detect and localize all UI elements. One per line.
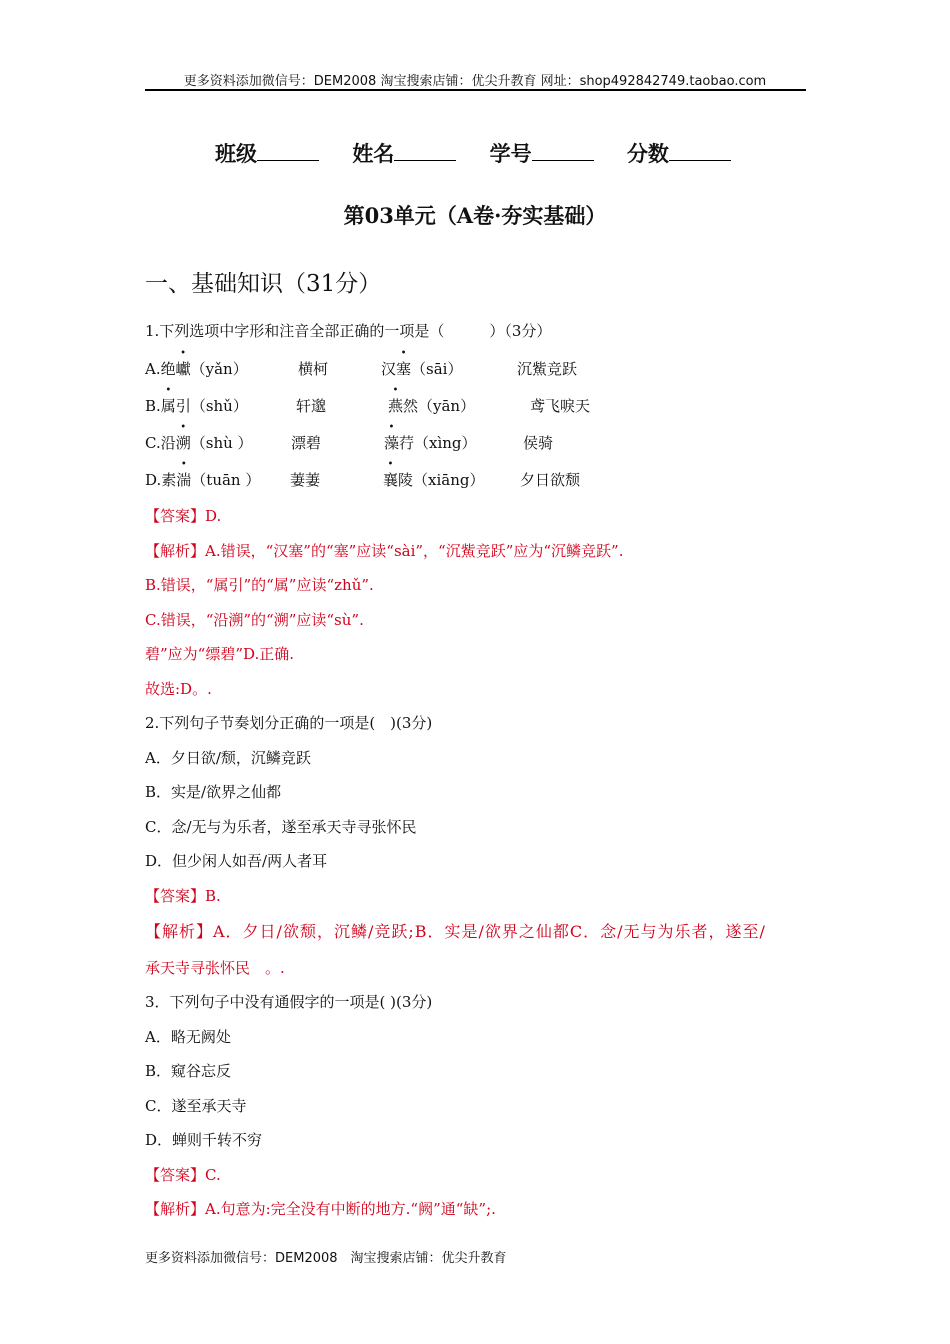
pinyin: （yǎn）	[190, 360, 248, 378]
dotted-char: 巘	[175, 360, 191, 378]
q3-option-a: A．略无阙处	[145, 1028, 231, 1046]
q2-option-b: B．实是/欲界之仙都	[145, 783, 282, 801]
option-label: C.	[145, 434, 161, 452]
pinyin: （sāi）	[411, 360, 463, 378]
name-blank	[394, 140, 456, 161]
option-label: B.	[145, 397, 161, 415]
id-blank	[532, 140, 594, 161]
q1-option-d	[145, 469, 581, 490]
option-text: 绝	[160, 360, 176, 378]
option-text: 汉	[381, 360, 397, 378]
option-word: 夕日欲颓	[520, 471, 581, 489]
dotted-char: 属	[160, 397, 176, 415]
page-footer: 更多资料添加微信号：DEM2008 淘宝搜索店铺：优尖升教育	[145, 1251, 507, 1266]
score-blank	[669, 140, 731, 161]
name-field	[352, 138, 456, 168]
id-field	[490, 138, 594, 168]
option-word: 横柯	[298, 360, 329, 378]
pinyin: 陵（xiāng）	[398, 471, 485, 489]
option-word: 漂碧	[291, 434, 322, 452]
dotted-char: 湍	[176, 471, 192, 489]
option-word: 鸢飞唳天	[530, 397, 591, 415]
pinyin: 然（yān）	[403, 397, 476, 415]
q3-answer: 【答案】C.	[145, 1166, 221, 1184]
class-label: 班级	[215, 142, 257, 166]
option-word: 侯骑	[523, 434, 554, 452]
q1-analysis-5: 故选:D。.	[145, 680, 212, 698]
q1-analysis-4: 碧”应为“缥碧”D.正确.	[145, 645, 295, 663]
dotted-char: 燕	[388, 397, 404, 415]
pinyin: （shù ）	[190, 434, 253, 452]
q3-option-c: C．遂至承天寺	[145, 1097, 247, 1115]
dotted-char: 溯	[175, 434, 191, 452]
q1-stem: 1.下列选项中字形和注音全部正确的一项是（ ）（3分）	[145, 322, 552, 340]
q3-analysis: 【解析】A.句意为:完全没有中断的地方.“阙”通“缺”;.	[145, 1200, 496, 1218]
score-label: 分数	[626, 142, 669, 166]
q2-stem: 2.下列句子节奏划分正确的一项是( )(3分)	[145, 714, 433, 732]
class-field	[215, 138, 319, 168]
option-text: 沿	[160, 434, 176, 452]
q2-answer: 【答案】B.	[145, 887, 221, 905]
class-blank	[257, 140, 319, 161]
q1-option-c	[145, 432, 554, 453]
page-header: 更多资料添加微信号：DEM2008 淘宝搜索店铺：优尖升教育 网址：shop492842749.taobao.com	[183, 74, 767, 89]
option-text: 素	[161, 471, 177, 489]
pinyin: （tuān ）	[191, 471, 261, 489]
pinyin: 荇（xìng）	[399, 434, 477, 452]
option-word: 轩邈	[296, 397, 327, 415]
q2-analysis-1: 【解析】A．夕日/欲颓，沉鳞/竞跃;B．实是/欲界之仙都C．念/无与为乐者，遂至/	[145, 922, 766, 941]
q2-option-d: D．但少闲人如吾/两人者耳	[145, 852, 328, 870]
q2-option-c: C．念/无与为乐者，遂至承天寺寻张怀民	[145, 818, 417, 836]
header-divider	[145, 89, 806, 91]
name-label: 姓名	[352, 142, 395, 166]
section-heading: 一、基础知识（31分）	[145, 271, 382, 297]
q3-option-d: D．蝉则千转不穷	[145, 1131, 263, 1149]
id-label: 学号	[489, 142, 532, 166]
q3-stem: 3．下列句子中没有通假字的一项是( )(3分)	[145, 993, 433, 1011]
q3-option-b: B．窥谷忘反	[145, 1062, 232, 1080]
pinyin: 引（shǔ）	[175, 397, 248, 415]
dotted-char: 塞	[396, 360, 412, 378]
option-word: 萋萋	[290, 471, 321, 489]
q1-analysis-1: 【解析】A.错误，“汉塞”的“塞”应读“sài”，“沉鮆竞跃”应为“沉鳞竞跃”.	[145, 542, 624, 560]
q2-option-a: A．夕日欲/颓，沉鳞竞跃	[145, 749, 311, 767]
q2-analysis-2: 承天寺寻张怀民 。.	[145, 959, 285, 977]
student-info-row	[215, 138, 757, 168]
dotted-char: 藻	[384, 434, 400, 452]
option-label: D.	[145, 471, 162, 489]
q1-analysis-2: B.错误，“属引”的“属”应读“zhǔ”.	[145, 576, 374, 594]
dotted-char: 襄	[383, 471, 399, 489]
q1-option-b	[145, 395, 591, 416]
q1-analysis-3: C.错误，“沿溯”的“溯”应读“sù”.	[145, 611, 364, 629]
q1-answer: 【答案】D.	[145, 507, 222, 525]
option-label: A.	[145, 360, 161, 378]
unit-title: 第03单元（A卷·夯实基础）	[343, 203, 607, 228]
q1-option-a	[145, 358, 578, 379]
option-word: 沉鮆竞跃	[517, 360, 578, 378]
score-field	[627, 138, 731, 168]
